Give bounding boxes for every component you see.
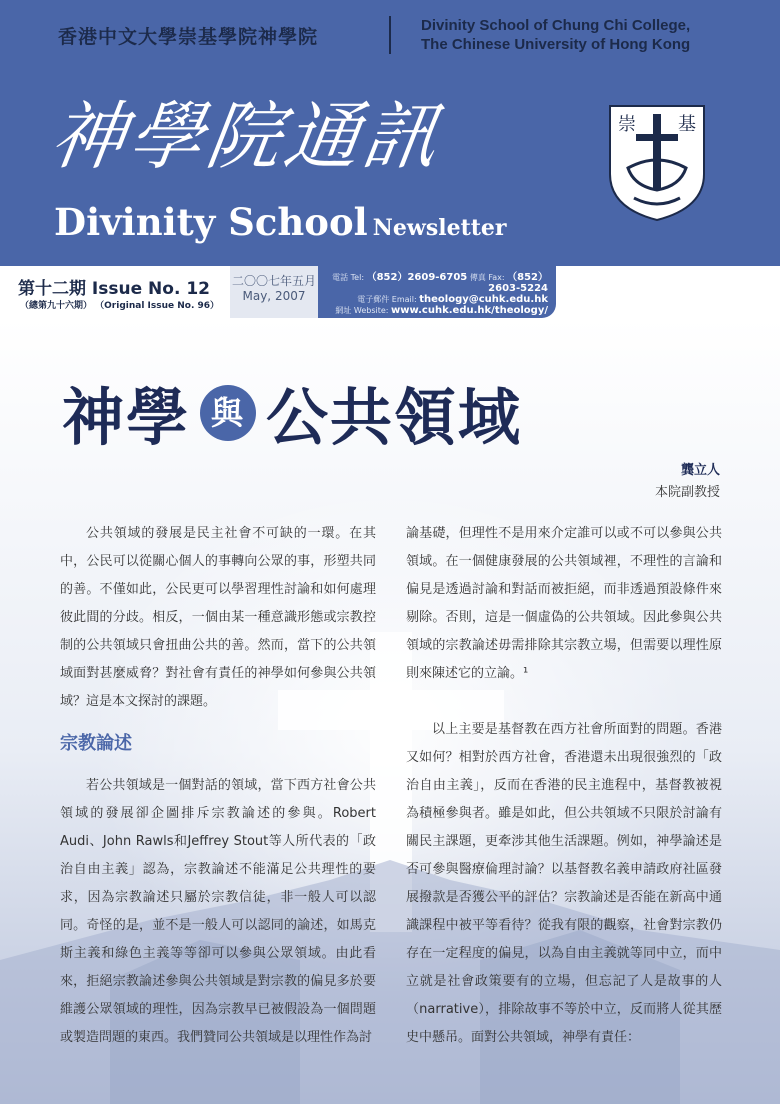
article-title	[62, 368, 522, 457]
issue-date	[230, 266, 318, 318]
english-org-name	[421, 16, 690, 54]
email-label: 電子郵件 Email:	[357, 295, 417, 304]
issue-original-en: （Original Issue No. 96）	[95, 301, 220, 311]
paragraph-religious-discourse: 若公共領域是一個對話的領域，當下西方社會公共領域的發展卻企圖排斥宗教論述的參與。Robert Audi、John Rawls和Jeffrey Stout等人所代表的「政治自由主義」認為，宗教論述不能滿足公共理性的要求，因為宗教論述只屬於宗教信徒，非一般人可以認同。奇怪的是，並不是一般人可以認同的論述，如馬克斯主義和綠色主義等等卻可以參與公眾領域。由此看來，拒絕宗教論述參與公共領域是對宗教的偏見多於要維護公眾領域的理性，因為宗教早已被假設為一個問題或製造問題的東西。我們贊同公共領域是以理性作為討	[60, 778, 376, 1045]
paragraph-intro: 公共領域的發展是民主社會不可缺的一環。在其中，公民可以從關心個人的事轉向公眾的事，形塑共同的善。不僅如此，公民更可以學習理性討論和如何處理彼此間的分歧。相反，一個由某一種意識形態或宗教控制的公共領域只會扭曲公共的善。然而，當下的公共領域面對甚麼威脅？對社會有責任的神學如何參與公共領域？這是本文探討的課題。	[60, 526, 376, 709]
issue-number-en: Issue No. 12	[91, 279, 210, 299]
issue-number-block	[0, 266, 230, 318]
website-label: 網址 Website:	[335, 306, 389, 315]
contact-email	[318, 294, 548, 305]
masthead-divider	[389, 16, 391, 54]
issue-date-cn: 二〇〇七年五月	[231, 274, 316, 288]
english-org-line2: The Chinese University of Hong Kong	[421, 36, 691, 53]
crest-char-left: 崇	[618, 114, 636, 135]
issue-info-band	[0, 266, 780, 318]
issue-number-cn: 第十二期	[18, 279, 86, 299]
fax-value: （852）2603-5224	[488, 272, 548, 294]
fax-label: 傳真 Fax:	[469, 273, 505, 282]
newsletter-title-main: Divinity School	[54, 200, 368, 244]
issue-date-en: May, 2007	[242, 289, 306, 303]
author-byline	[610, 460, 720, 504]
contact-info	[318, 266, 556, 318]
article-title-part1: 神學	[62, 381, 191, 454]
college-crest-logo	[608, 104, 706, 222]
website-link[interactable]: www.cuhk.edu.hk/theology/	[391, 305, 548, 316]
english-org-line1: Divinity School of Chung Chi College,	[421, 17, 691, 34]
newsletter-title-word: Newsletter	[372, 215, 507, 241]
chinese-org-name: 香港中文大學崇基學院神學院	[58, 26, 319, 48]
masthead	[0, 0, 780, 266]
contact-website	[318, 305, 548, 316]
article-title-connector-badge: 與	[200, 385, 256, 441]
crest-char-right: 基	[678, 114, 696, 135]
author-title: 本院副教授	[654, 485, 720, 500]
section-heading: 宗教論述	[60, 733, 132, 754]
paragraph-continued: 論基礎，但理性不是用來介定誰可以或不可以參與公共領域。在一個健康發展的公共領域裡，不理性的言論和偏見是透過討論和對話而被拒絕，而非透過預設條件來剔除。否則，這是一個虛偽的公共領域。因此參與公共領域的宗教論述毋需排除其宗教立場，但需要以理性原則來陳述它的立論。¹	[406, 526, 722, 681]
issue-original-number	[20, 298, 219, 311]
paragraph-gap	[406, 688, 722, 716]
article-column-right	[406, 520, 722, 1052]
newsletter-title	[54, 200, 506, 244]
issue-total-cn: （總第九十六期）	[20, 301, 93, 311]
issue-number	[18, 274, 210, 299]
calligraphy-title: 神學院通訊	[45, 94, 448, 180]
contact-phone-fax	[318, 272, 548, 294]
author-name: 龔立人	[680, 463, 720, 478]
paragraph-hong-kong: 以上主要是基督教在西方社會所面對的問題。香港又如何？相對於西方社會，香港還未出現很強烈的「政治自由主義」，反而在香港的民主進程中，基督教被視為積極參與者。雖是如此，但公共領域不只限於討論有關民主課題，更牽涉其他生活課題。例如，神學論述是否可參與醫療倫理討論？以基督教名義申請政府社區發展撥款是否獲公平的評估？宗教論述是否能在新高中通識課程中被平等看待？從我有限的觀察，社會對宗教仍存在一定程度的偏見，以為自由主義就等同中立，而中立就是社會政策要有的立場，但忘記了人是故事的人（narrative），排除故事不等於中立，反而將人從其歷史中懸吊。面對公共領域，神學有責任：	[406, 722, 722, 1045]
article-column-left	[60, 520, 376, 1052]
tel-value: （852）2609-6705	[366, 272, 468, 283]
email-link[interactable]: theology@cuhk.edu.hk	[419, 294, 548, 305]
article-title-part2: 公共領域	[266, 381, 523, 454]
tel-label: 電話 Tel:	[332, 273, 365, 282]
